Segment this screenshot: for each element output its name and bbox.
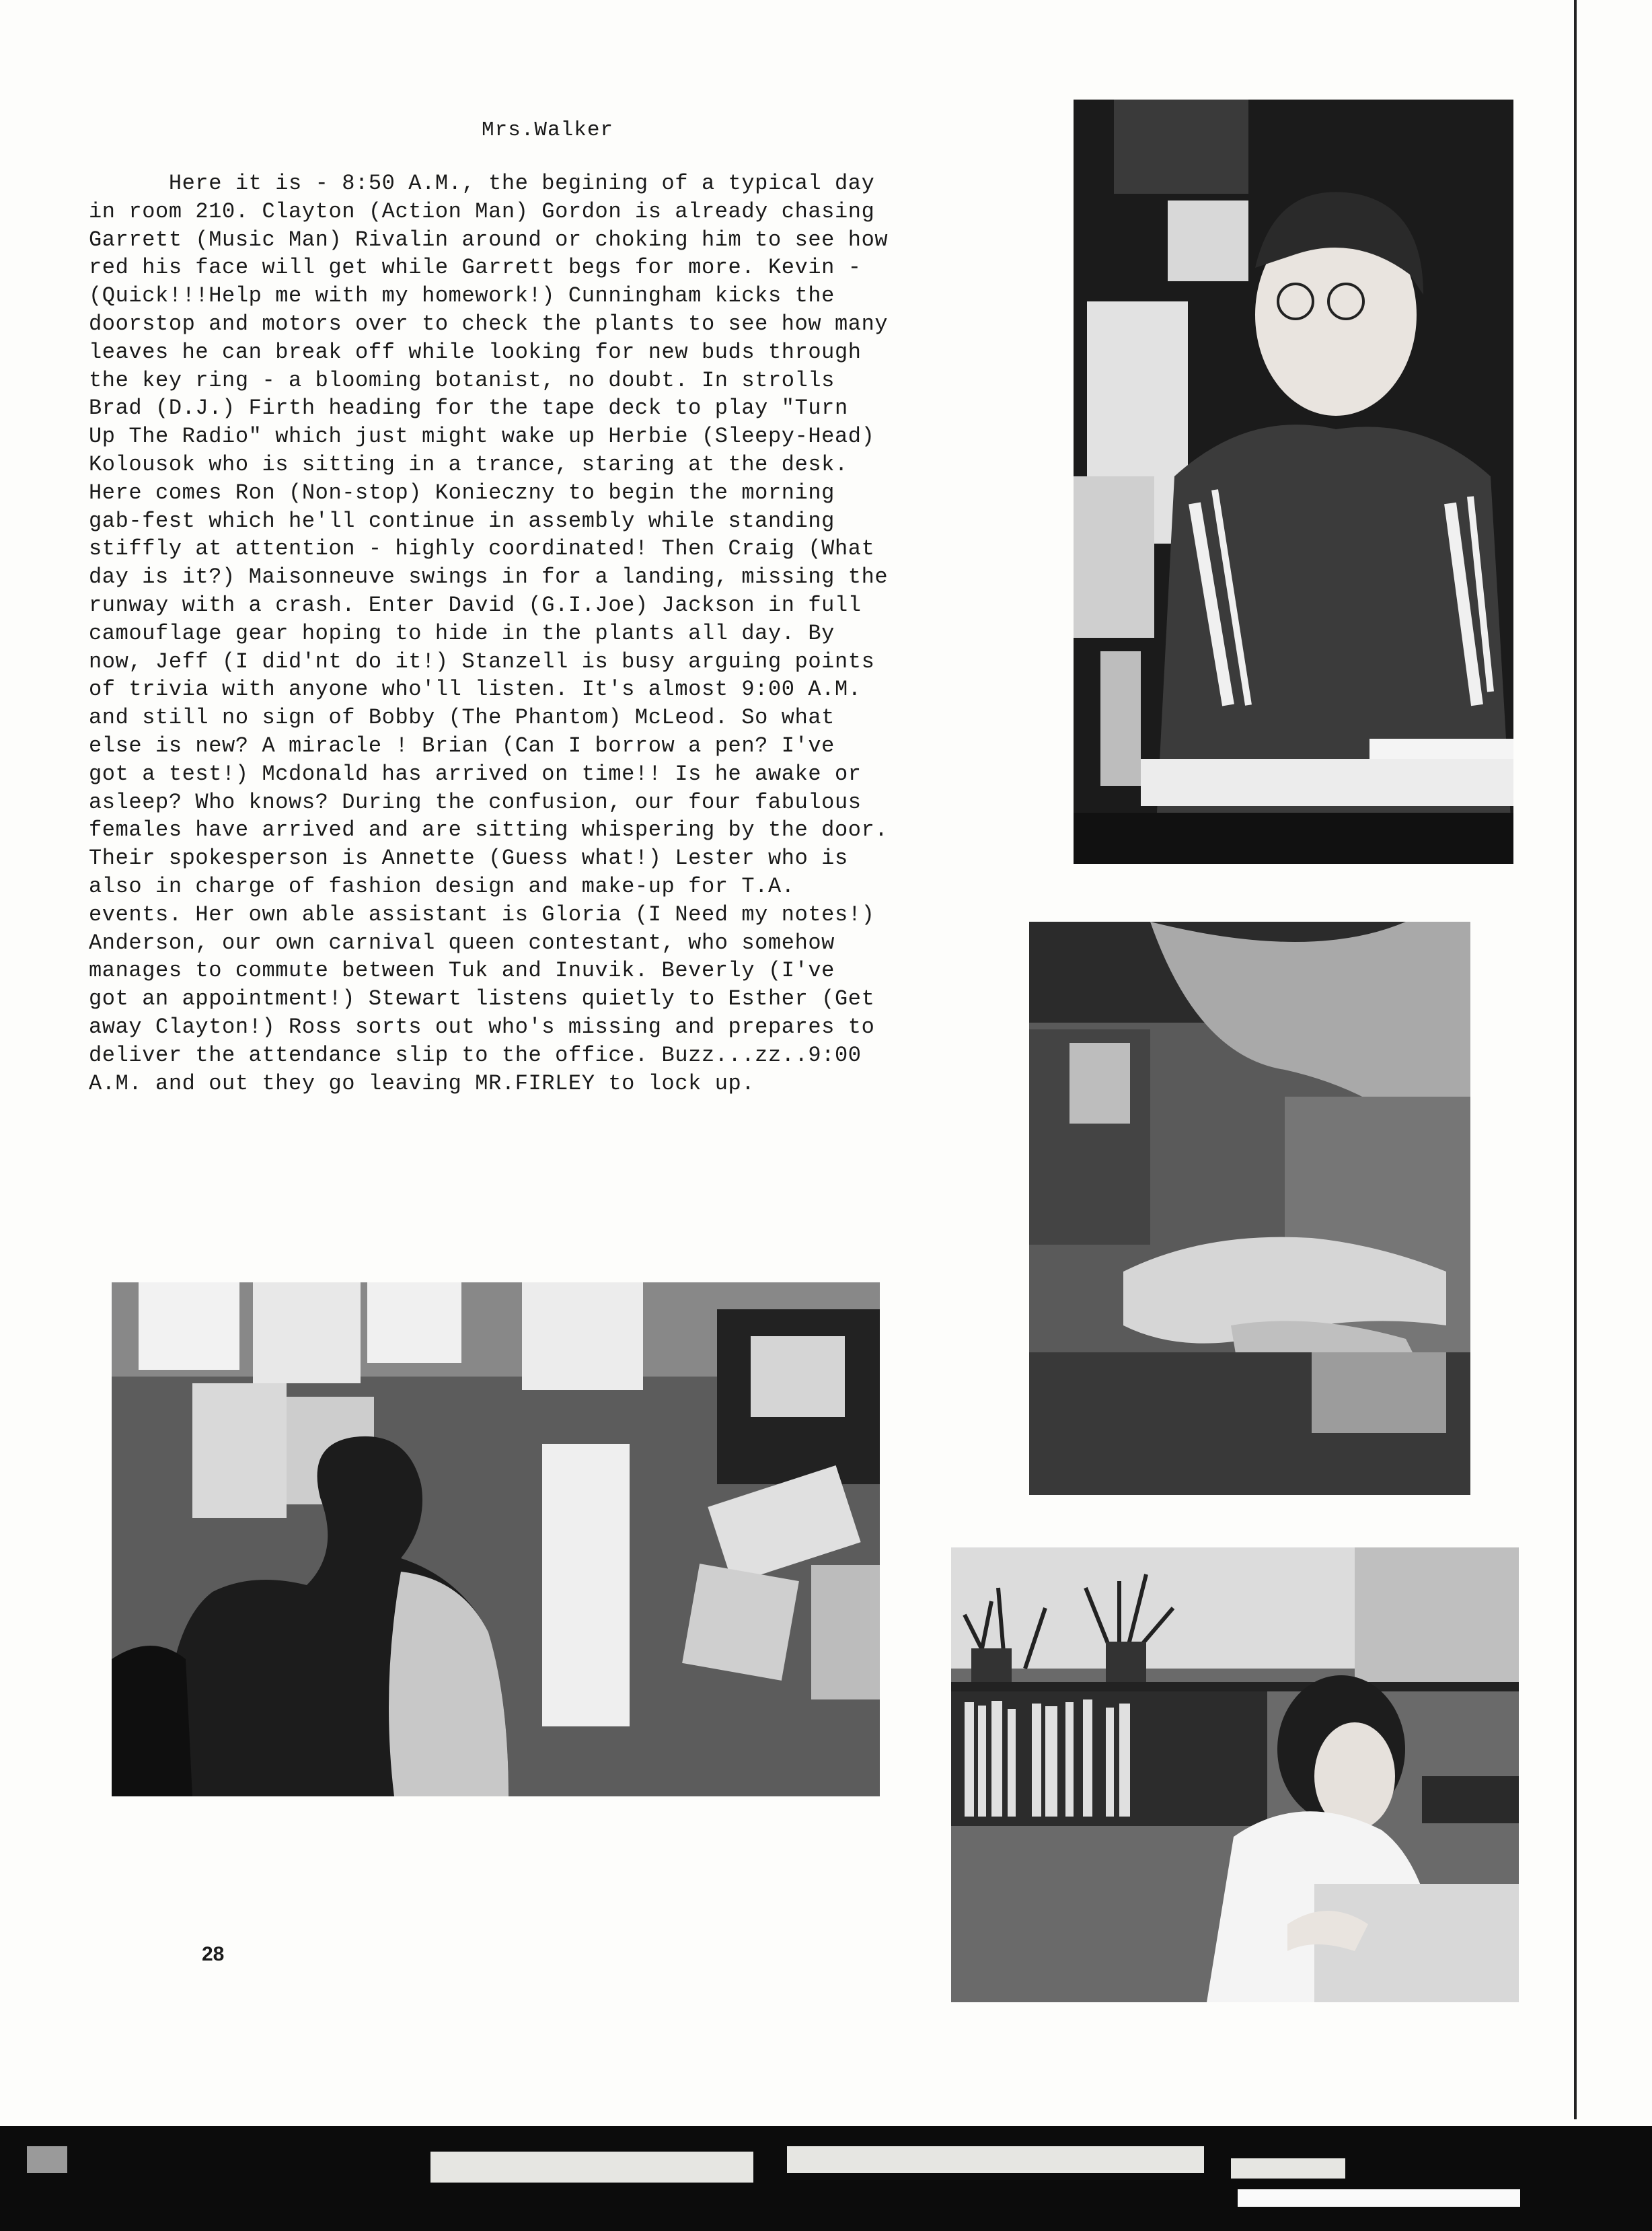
body-line: day is it?) Maisonneuve swings in for a landing, missing the — [89, 564, 889, 590]
scan-artifact — [787, 2146, 1204, 2173]
body-line: Kolousok who is sitting in a trance, staring at the desk. — [89, 451, 848, 477]
body-line: Here it is - 8:50 A.M., the begining of a typical day — [89, 171, 875, 196]
binding-edge — [1574, 0, 1577, 2119]
body-line: red his face will get while Garrett begs for more. Kevin - — [89, 255, 862, 281]
body-line: Up The Radio" which just might wake up Herbie (Sleepy-Head) — [89, 424, 875, 449]
body-line: manages to commute between Tuk and Inuvik. Beverly (I've — [89, 958, 835, 984]
body-line: also in charge of fashion design and make-up for T.A. — [89, 873, 795, 899]
body-line: now, Jeff (I did'nt do it!) Stanzell is busy arguing points — [89, 649, 875, 674]
body-line: stiffly at attention - highly coordinated! Then Craig (What — [89, 536, 875, 562]
body-line: the key ring - a blooming botanist, no doubt. In strolls — [89, 367, 835, 393]
body-line: in room 210. Clayton (Action Man) Gordon is already chasing — [89, 198, 875, 224]
body-line: of trivia with anyone who'll listen. It's almost 9:00 A.M. — [89, 677, 862, 702]
scan-artifact — [430, 2152, 753, 2183]
scan-artifact — [27, 2146, 67, 2173]
body-line: gab-fest which he'll continue in assembly while standing — [89, 508, 835, 534]
body-line: Here comes Ron (Non-stop) Konieczny to begin the morning — [89, 480, 835, 505]
photo-desk-writing — [951, 1547, 1519, 2002]
body-line: else is new? A miracle ! Brian (Can I borrow a pen? I've — [89, 733, 835, 758]
body-line: events. Her own able assistant is Gloria (I Need my notes!) — [89, 902, 875, 927]
photo-hands-closeup — [1029, 922, 1470, 1495]
body-line: females have arrived and are sitting whispering by the door. — [89, 817, 889, 843]
photo-student-standing — [1074, 100, 1513, 864]
body-line: doorstop and motors over to check the plants to see how many — [89, 311, 889, 336]
body-line: got an appointment!) Stewart listens quietly to Esther (Get — [89, 986, 875, 1012]
body-line: Their spokesperson is Annette (Guess what!) Lester who is — [89, 846, 848, 871]
body-text — [89, 170, 963, 1097]
page-heading: Mrs.Walker — [482, 118, 614, 142]
body-line: Garrett (Music Man) Rivalin around or choking him to see how — [89, 227, 889, 252]
body-line: Anderson, our own carnival queen contestant, who somehow — [89, 930, 835, 955]
body-line: runway with a crash. Enter David (G.I.Joe) Jackson in full — [89, 592, 862, 618]
body-line: deliver the attendance slip to the office. Buzz...zz..9:00 — [89, 1042, 862, 1068]
body-line: camouflage gear hoping to hide in the plants all day. By — [89, 620, 835, 646]
body-line: leaves he can break off while looking for new buds through — [89, 339, 862, 365]
body-line: got a test!) Mcdonald has arrived on time!! Is he awake or — [89, 761, 862, 787]
body-line: A.M. and out they go leaving MR.FIRLEY to lock up. — [89, 1070, 755, 1096]
page-number: 28 — [202, 1943, 225, 1965]
scan-bottom-band — [0, 2126, 1652, 2231]
photo-bulletin-board — [112, 1282, 880, 1796]
body-line: asleep? Who knows? During the confusion, our four fabulous — [89, 789, 862, 815]
scan-artifact — [1231, 2158, 1345, 2179]
body-line: (Quick!!!Help me with my homework!) Cunningham kicks the — [89, 283, 835, 309]
body-line: Brad (D.J.) Firth heading for the tape deck to play "Turn — [89, 396, 848, 421]
body-line: and still no sign of Bobby (The Phantom) McLeod. So what — [89, 705, 835, 731]
scan-artifact — [1238, 2189, 1520, 2207]
body-line: away Clayton!) Ross sorts out who's missing and prepares to — [89, 1014, 875, 1039]
